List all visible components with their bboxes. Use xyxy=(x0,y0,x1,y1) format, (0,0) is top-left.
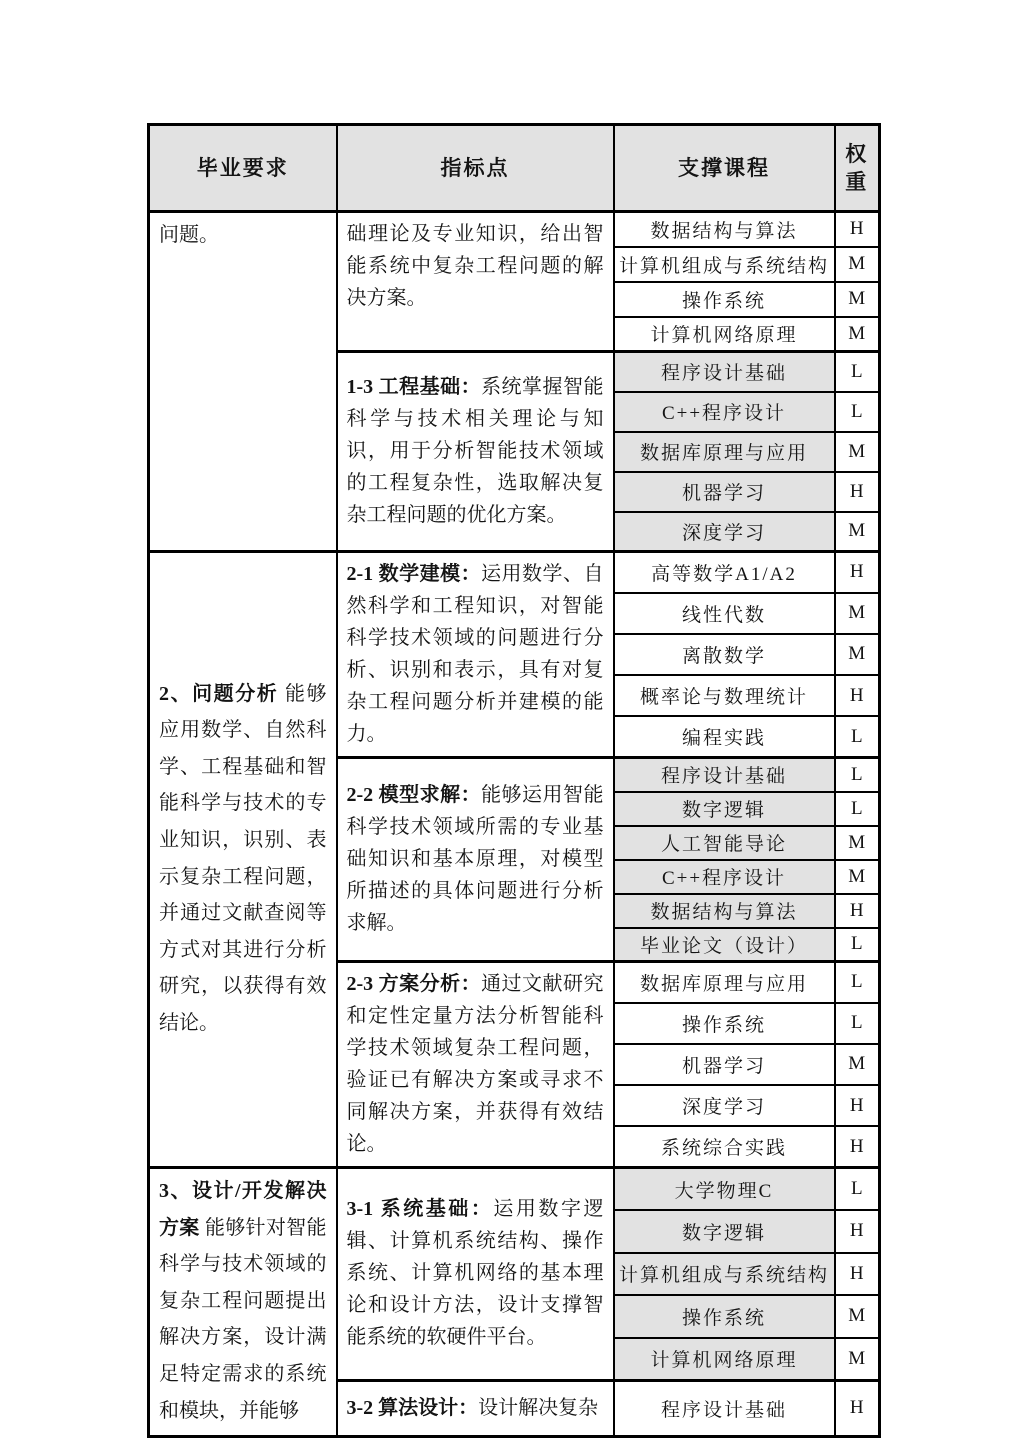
weight-cell: M xyxy=(835,1338,880,1381)
course-cell: 高等数学A1/A2 xyxy=(614,552,835,593)
course-cell: C++程序设计 xyxy=(614,860,835,894)
header-graduation-requirement: 毕业要求 xyxy=(149,125,337,212)
course-cell: 数据结构与算法 xyxy=(614,894,835,928)
weight-cell: H xyxy=(835,675,880,716)
course-cell: 程序设计基础 xyxy=(614,352,835,392)
graduation-requirements-matrix-table xyxy=(147,123,881,1438)
course-cell: 大学物理C xyxy=(614,1168,835,1211)
table-row xyxy=(149,212,880,247)
course-cell: 深度学习 xyxy=(614,1085,835,1126)
weight-cell: M xyxy=(835,247,880,282)
course-cell: 数据结构与算法 xyxy=(614,212,835,247)
course-cell: 操作系统 xyxy=(614,282,835,317)
requirement-label: 2、问题分析 xyxy=(159,682,279,705)
indicator-label: 2-3 方案分析： xyxy=(346,973,482,995)
header-indicator-point: 指标点 xyxy=(337,125,614,212)
requirement-label: 3、设计/开发解决方案 xyxy=(159,1180,327,1239)
table-header-row xyxy=(149,125,880,212)
indicator-cell-1-3 xyxy=(337,352,614,552)
course-cell: 系统综合实践 xyxy=(614,1126,835,1167)
indicator-text: 设计解决复杂 xyxy=(478,1396,599,1419)
indicator-cell-2-1 xyxy=(337,552,614,758)
weight-cell: H xyxy=(835,552,880,593)
weight-cell: M xyxy=(835,860,880,894)
weight-cell: L xyxy=(835,352,880,392)
requirement-cell-1 xyxy=(149,212,337,552)
weight-cell: H xyxy=(835,1210,880,1253)
weight-cell: M xyxy=(835,432,880,472)
indicator-text: 能够运用智能科学技术领域所需的专业基础知识和基本原理，对模型所描述的具体问题进行分析求解。 xyxy=(346,784,604,934)
course-cell: 数据库原理与应用 xyxy=(614,432,835,472)
requirement-text: 能够应用数学、自然科学、工程基础和智能科学与技术的专业知识，识别、表示复杂工程问题，并通过文献查阅等方式对其进行分析研究，以获得有效结论。 xyxy=(159,682,327,1034)
weight-cell: H xyxy=(835,212,880,247)
weight-cell: M xyxy=(835,282,880,317)
course-cell: 数据库原理与应用 xyxy=(614,962,835,1003)
weight-cell: H xyxy=(835,1253,880,1296)
course-cell: 数字逻辑 xyxy=(614,1210,835,1253)
table-row xyxy=(149,1168,880,1211)
course-cell: 深度学习 xyxy=(614,512,835,552)
weight-cell: M xyxy=(835,512,880,552)
weight-cell: L xyxy=(835,716,880,757)
requirement-text: 能够针对智能科学与技术领域的复杂工程问题提出解决方案，设计满足特定需求的系统和模块，并能够 xyxy=(159,1216,327,1422)
weight-cell: M xyxy=(835,634,880,675)
weight-cell: M xyxy=(835,826,880,860)
indicator-cell-1-2-cont xyxy=(337,212,614,352)
course-cell: 计算机组成与系统结构 xyxy=(614,247,835,282)
indicator-cell-2-3 xyxy=(337,962,614,1168)
indicator-label: 1-3 工程基础： xyxy=(346,376,482,398)
indicator-cell-3-1 xyxy=(337,1168,614,1381)
indicator-label: 3-2 算法设计： xyxy=(346,1396,479,1419)
requirement-cell-2 xyxy=(149,552,337,1168)
weight-cell: L xyxy=(835,392,880,432)
weight-cell: M xyxy=(835,593,880,634)
weight-cell: H xyxy=(835,1380,880,1436)
indicator-text: 础理论及专业知识，给出智能系统中复杂工程问题的解决方案。 xyxy=(346,223,604,309)
course-cell: 计算机组成与系统结构 xyxy=(614,1253,835,1296)
weight-cell: H xyxy=(835,894,880,928)
course-cell: 程序设计基础 xyxy=(614,1380,835,1436)
course-cell: 概率论与数理统计 xyxy=(614,675,835,716)
indicator-text: 运用数字逻辑、计算机系统结构、操作系统、计算机网络的基本理论和设计方法，设计支撑智能系统的软硬件平台。 xyxy=(346,1198,604,1349)
course-cell: 操作系统 xyxy=(614,1003,835,1044)
weight-cell: L xyxy=(835,792,880,826)
course-cell: 机器学习 xyxy=(614,1044,835,1085)
indicator-label: 2-2 模型求解： xyxy=(346,784,482,806)
indicator-label: 2-1 数学建模： xyxy=(346,563,482,585)
indicator-cell-3-2 xyxy=(337,1380,614,1436)
indicator-cell-2-2 xyxy=(337,758,614,962)
weight-cell: L xyxy=(835,1003,880,1044)
course-cell: 机器学习 xyxy=(614,472,835,512)
weight-cell: L xyxy=(835,928,880,962)
indicator-text: 运用数学、自然科学和工程知识，对智能科学技术领域的问题进行分析、识别和表示，具有对复杂工程问题分析并建模的能力。 xyxy=(346,563,604,745)
course-cell: 程序设计基础 xyxy=(614,758,835,792)
course-cell: C++程序设计 xyxy=(614,392,835,432)
weight-cell: L xyxy=(835,962,880,1003)
course-cell: 离散数学 xyxy=(614,634,835,675)
weight-cell: M xyxy=(835,317,880,352)
indicator-label: 3-1 系统基础： xyxy=(346,1198,494,1221)
course-cell: 人工智能导论 xyxy=(614,826,835,860)
weight-cell: L xyxy=(835,758,880,792)
weight-cell: H xyxy=(835,1126,880,1167)
weight-cell: H xyxy=(835,472,880,512)
header-weight: 权重 xyxy=(835,125,880,212)
course-cell: 计算机网络原理 xyxy=(614,317,835,352)
course-cell: 计算机网络原理 xyxy=(614,1338,835,1381)
requirement-text: 问题。 xyxy=(159,224,219,246)
indicator-text: 通过文献研究和定性定量方法分析智能科学技术领域复杂工程问题，验证已有解决方案或寻求不同解决方案，并获得有效结论。 xyxy=(346,973,604,1155)
course-cell: 数字逻辑 xyxy=(614,792,835,826)
course-cell: 毕业论文（设计） xyxy=(614,928,835,962)
indicator-text: 系统掌握智能科学与技术相关理论与知识，用于分析智能技术领域的工程复杂性，选取解决复杂工程问题的优化方案。 xyxy=(346,376,604,526)
course-cell: 线性代数 xyxy=(614,593,835,634)
weight-cell: M xyxy=(835,1295,880,1338)
requirement-cell-3 xyxy=(149,1168,337,1437)
course-cell: 操作系统 xyxy=(614,1295,835,1338)
weight-cell: H xyxy=(835,1085,880,1126)
weight-cell: M xyxy=(835,1044,880,1085)
course-cell: 编程实践 xyxy=(614,716,835,757)
header-supporting-course: 支撑课程 xyxy=(614,125,835,212)
table-row xyxy=(149,552,880,593)
weight-cell: L xyxy=(835,1168,880,1211)
